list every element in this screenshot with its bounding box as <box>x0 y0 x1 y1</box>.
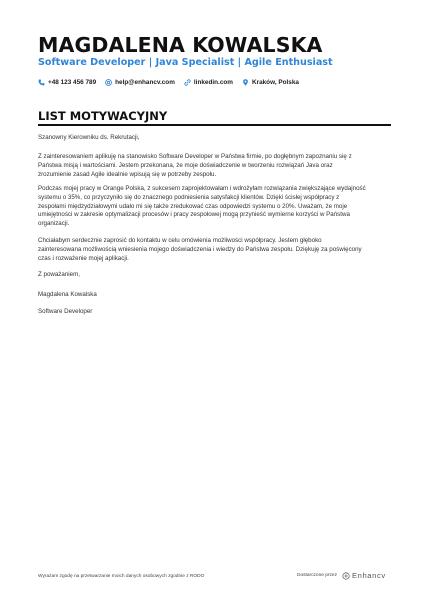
paragraph-line: organizacji. <box>38 220 70 228</box>
enhancv-logo-icon <box>342 572 350 580</box>
email-text: help@enhancv.com <box>115 78 175 86</box>
at-sign-icon <box>105 79 112 86</box>
signature-name <box>38 291 394 300</box>
paragraph-line: czas i rozważenie mojej aplikacji. <box>38 254 129 262</box>
letter-greeting <box>38 134 394 143</box>
provided-by-label: Dostarczone przez <box>297 573 337 578</box>
paragraph-line: Chciałabym serdecznie zaprosić do kontaktu w celu omówienia możliwości współpracy. Jestem głęboko <box>38 237 322 244</box>
contact-email[interactable] <box>105 79 175 86</box>
paragraph-line: umiejętności w zakresie optymalizacji procesów i pracy zespołowej mogą przynieść wymierne korzyści w Państwa <box>38 211 350 219</box>
contact-linkedin[interactable] <box>184 79 233 86</box>
letter-paragraph-1 <box>38 153 394 179</box>
paragraph-line: Podczas mojej pracy w Orange Polska, z sukcesem zaprojektowałam i wdrożyłam rozwiązania zwiększające wydajność <box>38 185 366 192</box>
greeting-line: Szanowny Kierowniku ds. Rekrutacji, <box>38 134 140 141</box>
signature-title-text: Software Developer <box>38 308 93 315</box>
paragraph-line: zainteresowana możliwością wniesienia mojego doświadczenia i wiedzy do Państwa zespołu. Dziękuję za poświęcony <box>38 245 362 253</box>
brand-name: Enhancv <box>352 571 386 580</box>
footer-branding <box>297 571 386 580</box>
candidate-name: MAGDALENA KOWALSKA <box>38 33 323 57</box>
paragraph-line: zespołami międzydziałowymi udało mi się także zredukować czas odpowiedzi systemu o 20%. Uważam, że moje <box>38 202 348 210</box>
brand-logo[interactable] <box>342 571 386 580</box>
link-icon <box>184 79 191 86</box>
location-pin-icon <box>242 79 249 86</box>
signature-name-text: Magdalena Kowalska <box>38 291 97 298</box>
section-title: LIST MOTYWACYJNY <box>38 109 168 123</box>
paragraph-line: Państwa misją i wartościami. Jestem przekonana, że moje doświadczenie w tworzeniu rozwiązań Java oraz <box>38 161 333 169</box>
phone-text: +48 123 456 789 <box>48 78 97 86</box>
letter-paragraph-3 <box>38 237 394 263</box>
candidate-headline: Software Developer | Java Specialist | Agile Enthusiast <box>38 57 333 68</box>
signature-title <box>38 308 394 317</box>
location-text: Kraków, Polska <box>251 78 299 86</box>
paragraph-line: Z zainteresowaniem aplikuję na stanowisko Software Developer w Państwa firmie, po dogłębnym zapoznaniu się z <box>38 153 352 160</box>
contact-location <box>242 79 299 86</box>
letter-paragraph-2 <box>38 185 394 229</box>
contact-bar <box>38 76 308 88</box>
section-divider <box>38 124 391 126</box>
contact-phone <box>38 79 96 86</box>
letter-closing <box>38 271 394 280</box>
phone-icon <box>38 79 45 86</box>
paragraph-line: systemu o 35%, co przyczyniło się do znacznego podniesienia satysfakcji klientów. Dzięki ścisłej współpracy z <box>38 193 340 201</box>
linkedin-text: linkedin.com <box>193 78 233 86</box>
paragraph-line: zrozumienie zasad Agile idealnie wpisują się w potrzeby zespołu. <box>38 170 217 178</box>
gdpr-consent: Wyrażam zgodę na przetwarzanie moich danych osobowych zgodnie z RODO <box>38 574 205 579</box>
closing-line: Z poważaniem, <box>38 271 80 278</box>
